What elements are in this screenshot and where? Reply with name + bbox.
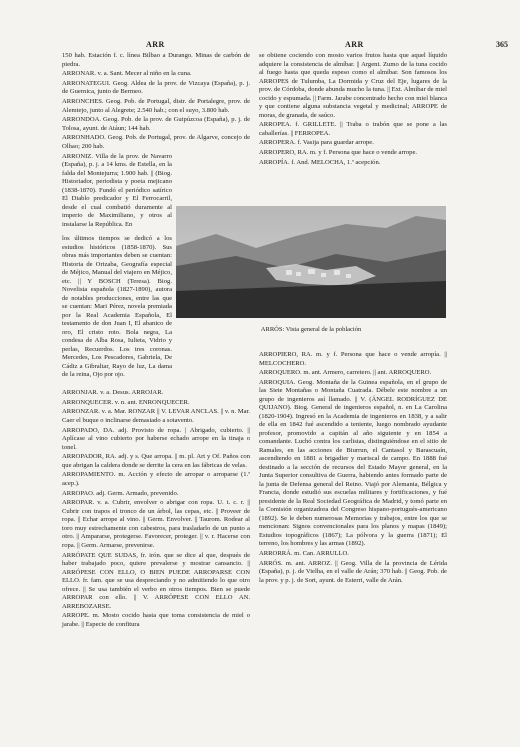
running-head-left: ARR [146,40,165,49]
photo-caption: ARRÓS: Vista general de la población [260,326,362,333]
entry: ARRONIZ. Villa de la prov. de Navarro (España), p. j. a 14 kms. de Estella, en la falda del Montejurra; 1.900 hab. || (Biog. Historiador, periodista y poeta mejicano (1838-1870). Fundó el periódico satírico El Diablo predicador y El Ferrocarril, desde el cual combatió duramente al imperio de Maximiliano, y otros al instalarse la República. En [62,152,172,228]
entry: ARROPAR. v. a. Cubrir, envolver o abrigar con ropa. U. t. c. r. || Cubrir con trapos el tronco de un árbol, las cepas, etc. || Proveer de ropa. || Echar arrope al vino. || Germ. Envolver. || Taurom. Rodear al toro muy estrechamente con cabestros, para trasladarlo de un punto a otro. || Ampararse, protegerse. Favorecer, proteger. || v. r. Hacerse con ropa. || Germ. Armarse, prevenirse. [62,499,250,549]
entry: ARROPADO, DA. adj. Provisto de ropa. | Abrigado, cubierto. || Aplícase al vino cubierto por haberse echado arrope en la tinaja o tonel. [62,426,250,451]
entry: ARROQUIA. Geog. Montaña de la Guinea española, en el grupo de las Siete Montañas o Montaña Cuatrada. Débele este nombre a un grupo de ingenieros así llamado. || V. (ÁNGEL RODRÍGUEZ DE QUIJANO). Biog. General de ingenieros español, n. en La Carolina (1820-1904). Ingresó en la Academia de ingenieros en 1838, y a salir de ella en 1842 fué ascendido a teniente, luego nombrado ayudante profesor, promovido a capitán al año siguiente y en 1854 a comandante. Luchó contra los carlistas, distinguiéndose en el sitio de Ramales, en las acciones de Biurrun, el Cantasol y Barascuaín, ascendiendo en 1881 a brigadier y mariscal de campo. En 1888 fué destinado a la sección de recursos del Estado Mayor general, en la Junta Superior consultiva de Guerra, habiendo antes formado parte de la junta de Defensa general del Reino. Viajó por Alemania, Bélgica y Francia, donde estudió sus escuelas militares y fortificaciones, y fué presidente de la Real Sociedad Geográfica de Madrid, y tomó parte en la Comisión organizadora del Congreso hispano-portugués-americano (1892). Se le deben numerosas Memorias y trabajos, entre los que se mencionan: Signos convencionales para los planos y mapas (1849); Estudios topográficos (1867); La pólvora y la guerra (1871); El terreno, los hombres y las armas (1892). [259,378,447,548]
town-photo [176,206,446,318]
entry: ARROPAMIENTO. m. Acción y efecto de arropar o arroparse (1.ª acep.). [62,471,250,487]
left-wrap-column [62,235,172,381]
entry: ARROPIERO, RA. m. y f. Persona que hace o vende arropía. || MELCOCHERO. [259,351,447,367]
entry: ARRONATEGUI. Geog. Aldea de la prov. de Vizcaya (España), p. j. de Guernica, junto de Bermeo. [62,79,250,96]
left-column-bottom [62,389,250,630]
entry: ARRÓPATE QUE SUDAS, fr. irón. que se dice al que, después de haber trabajado poco, quiere prevalerse y mostrar cansancio. || ARRÓPESE CON ELLO, O BIEN PUEDE ARROPARSE CON ELLO. fr. fam. que se usa despreciando y no admitiendo lo que otro ofrece. || Se usa también el verbo en otros tiempos. Bien se puede ARROPAR con ello. || V. ARRÓPESE CON ELLO AN. ARREBOZARSE. [62,551,250,610]
right-column-top [259,52,447,168]
entry: ARROPERA. f. Vasija para guardar arrope. [259,139,374,147]
entry: ARROPADOR, RA. adj. y s. Que arropa. || m. pl. Art y Of. Paños con que abrigan la caldera donde se derrite la cera en las fábricas de velas. [62,453,250,469]
entry: ARRÓS. m. ant. ARROZ. || Geog. Villa de la provincia de Lérida (España), p. j. de Vielha, en el valle de Arán; 370 hab. || Geog. Pob. de la prov. y p. j. de Sort, ayunt. de Esterri, valle de Arán. [259,559,447,584]
entry: ARROPE. m. Mosto cocido hasta que toma consistencia de miel o jarabe. || Especie de confitura [62,612,250,628]
entry: ARRONHADO. Geog. Pob. de Portugal, prov. de Algarve, concejo de Olhao; 200 hab. [62,134,250,150]
left-column-top [62,52,250,230]
page-number: 365 [496,40,508,49]
entry: ARROPÍA. f. And. MELOCHA, 1.ª acepción. [259,158,381,166]
entry: ARROQUERO. m. ant. Armero, carretero. || ant. ARROQUERO. [259,369,432,377]
entry: se obtiene cociendo con mosto varios frutos hasta que aquel líquido adquiere la consistencia de almíbar. || Argent. Zumo de la tuna cocido al fuego hasta que queda espeso como el almíbar. Son famosos los ARROPES de Tulumba, La Dormida y Cruz del Eje, lugares de la prov. de Córdoba, donde abunda mucho la tuna. || Ext. Almíbar de miel cocido y espumada. || Farm. Jarabe concentrado hecho con miel blanca y que contiene alguna substancia vegetal y medicinal; ARROPE de moras, de granada, de saúco. [259,52,447,119]
entry: ARROPEA. f. GRILLETE. || Traba o trabón que se pone a las caballerías. || FERROPEA. [259,121,447,137]
entry: ARRONDOA. Geog. Pob. de la prov. de Guipúzcoa (España), p. j. de Tolosa, ayunt. de Atáun; 144 hab. [62,116,250,132]
entry: ARRONCHES. Geog. Pob. de Portugal, distr. de Portalegre, prov. de Alemtejo, junto al Alegrete; 2.540 hab.; con el suyo, 3.800 hab. [62,98,250,114]
right-column-bottom [259,351,447,586]
entry: ARROPAO. adj. Germ. Armado, prevenido. [62,489,179,497]
running-head-right: ARR [345,40,364,49]
entry: ARRONAR. v. a. Sant. Mecer al niño en la cuna. [62,70,192,78]
entry: 150 hab. Estación f. c. línea Bilbao a Durango. Minas de carbón de piedra. [62,52,250,68]
mountain-town-image [176,206,446,318]
entry: ARROPERO, RA. m. y f. Persona que hace o vende arrope. [259,149,418,157]
entry: ARRONZAR. v. a. Mar. RONZAR || V. LEVAR ANCLAS. || v. n. Mar. Caer el buque o inclinarse demasiado a sotavento. [62,408,250,424]
entry: ARRORRÁ. m. Can. ARRULLO. [259,550,349,558]
entry: los últimos tiempos se dedicó a los estudios históricos (1858-1870). Sus obras más importantes deben se cuentan: Historia de Orizaba, Geografía especial de Méjico, Manual del viajero en Méjico, etc. || Y BOSCH (Teresa). Biog. Novelista española (1827-1890), autora de notables producciones, entre las que se cuentan: Mari Pérez, novela premiada por la Real Academia Española, El testamento de don Juan I, El abanico de oro, El cristo roto. Bola negra, La condesa de Alba Rosa, Iulieta, Vidrio y perlas, Recuerdos. Los tres coronas. Mercedes, Los Pescadores, Gabriela, De Cádiz a Gibraltar, Rayo de luz, La dama de la reina, Ojo por ojo. [62,235,172,378]
entry: ARRONJAR. v. a. Desus. ARROJAR. [62,389,164,396]
entry: ARRONQUECER. v. n. ant. ENRONQUECER. [62,398,190,406]
